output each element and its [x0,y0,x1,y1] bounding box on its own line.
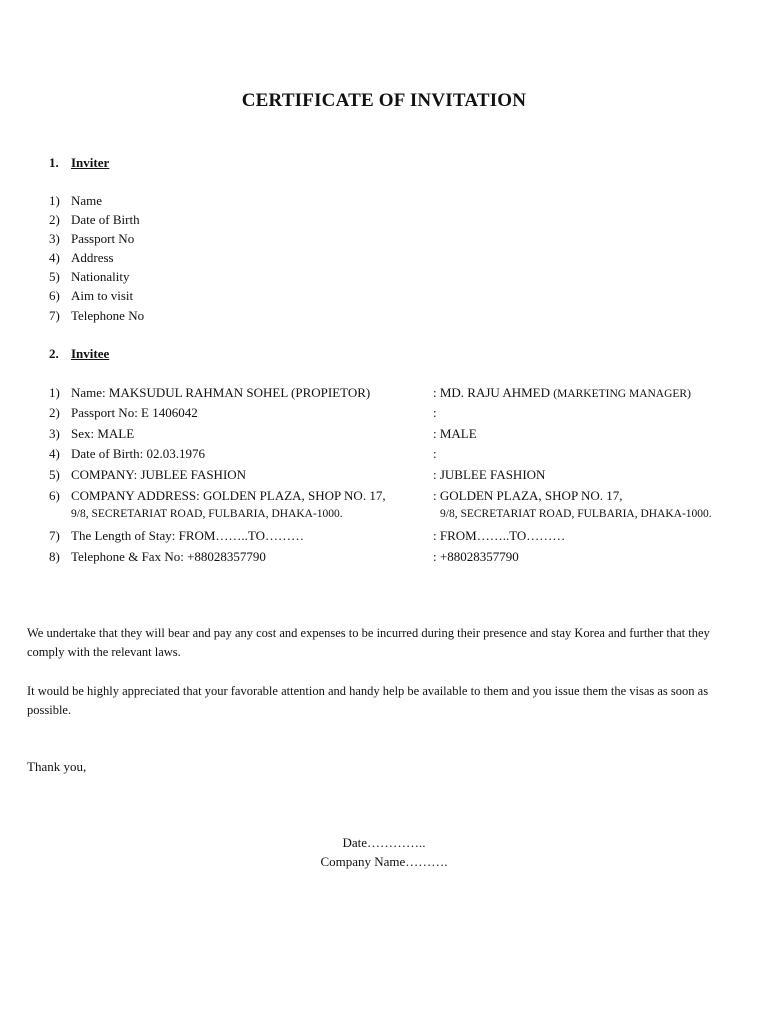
inviter-item-label: Address [71,250,114,265]
section-label: Inviter [71,155,110,170]
invitee-row: 7) The Length of Stay: FROM……..TO……… [49,528,305,543]
invitee-right-value: 9/8, SECRETARIAT ROAD, FULBARIA, DHAKA-1000. [440,508,712,520]
invitee-row-continuation [71,508,343,520]
invitee-left-value: Telephone & Fax No: +88028357790 [71,549,266,564]
role-note: (MARKETING MANAGER) [553,388,691,400]
inviter-item-label: Date of Birth [71,212,140,227]
inviter-item-label: Passport No [71,231,135,246]
invitee-row: 3) Sex: MALE [49,426,135,441]
invitee-right-value: : GOLDEN PLAZA, SHOP NO. 17, [433,488,623,503]
invitee-left-value: The Length of Stay: FROM……..TO……… [71,528,305,543]
invitee-left-value: Name: MAKSUDUL RAHMAN SOHEL (PROPIETOR) [71,385,371,400]
invitee-row: 2) Passport No: E 1406042 [49,405,198,420]
section-label: Invitee [71,346,110,361]
invitee-right-value: : +88028357790 [433,549,519,564]
section-inviter-heading [49,155,109,171]
invitee-row: 1) Name: MAKSUDUL RAHMAN SOHEL (PROPIETOR) [49,385,371,400]
closing-text: Thank you, [27,759,87,774]
invitee-left-value: Date of Birth: 02.03.1976 [71,446,205,461]
inviter-item-label: Name [71,193,103,208]
document-title: CERTIFICATE OF INVITATION [241,90,527,111]
invitee-right-value: : [433,446,437,461]
invitee-left-value: COMPANY ADDRESS: GOLDEN PLAZA, SHOP NO. 17, [71,488,386,503]
request-paragraph: It would be highly appreciated that your favorable attention and handy help be available to them and you issue them the visas as soon as possible. [27,684,709,717]
invitee-right-value: : FROM……..TO……… [433,528,566,543]
inviter-item: 2) Date of Birth [49,212,140,227]
inviter-item-label: Nationality [71,269,130,284]
section-invitee-heading [49,346,109,362]
invitee-right-value: : MALE [433,426,477,441]
invitee-left-value: Sex: MALE [71,426,135,441]
invitee-right-value: : JUBLEE FASHION [433,467,546,482]
invitee-row: 6) COMPANY ADDRESS: GOLDEN PLAZA, SHOP NO. 17, [49,488,386,503]
invitee-left-value: 9/8, SECRETARIAT ROAD, FULBARIA, DHAKA-1000. [71,508,343,520]
section-number: 1. [49,155,59,170]
inviter-item: 4) Address [49,250,114,265]
company-name-line: Company Name………. [320,854,448,869]
invitee-row: 5) COMPANY: JUBLEE FASHION [49,467,247,482]
date-line: Date………….. [342,835,426,850]
invitee-left-value: COMPANY: JUBLEE FASHION [71,467,247,482]
section-number: 2. [49,346,59,361]
inviter-item: 1) Name [49,193,103,208]
invitee-left-value: Passport No: E 1406042 [71,405,198,420]
inviter-item: 6) Aim to visit [49,288,134,303]
invitee-right-value: : [433,405,437,420]
inviter-item: 3) Passport No [49,231,135,246]
inviter-item-label: Aim to visit [71,288,134,303]
inviter-item: 7) Telephone No [49,308,145,323]
invitee-right-value: : MD. RAJU AHMED (MARKETING MANAGER) [433,385,691,400]
inviter-item-label: Telephone No [71,308,145,323]
undertaking-paragraph: We undertake that they will bear and pay any cost and expenses to be incurred during their presence and stay Korea and further that they comply with the relevant laws. [27,626,710,659]
inviter-item: 5) Nationality [49,269,130,284]
invitee-row: 4) Date of Birth: 02.03.1976 [49,446,205,461]
invitee-row: 8) Telephone & Fax No: +88028357790 [49,549,266,564]
